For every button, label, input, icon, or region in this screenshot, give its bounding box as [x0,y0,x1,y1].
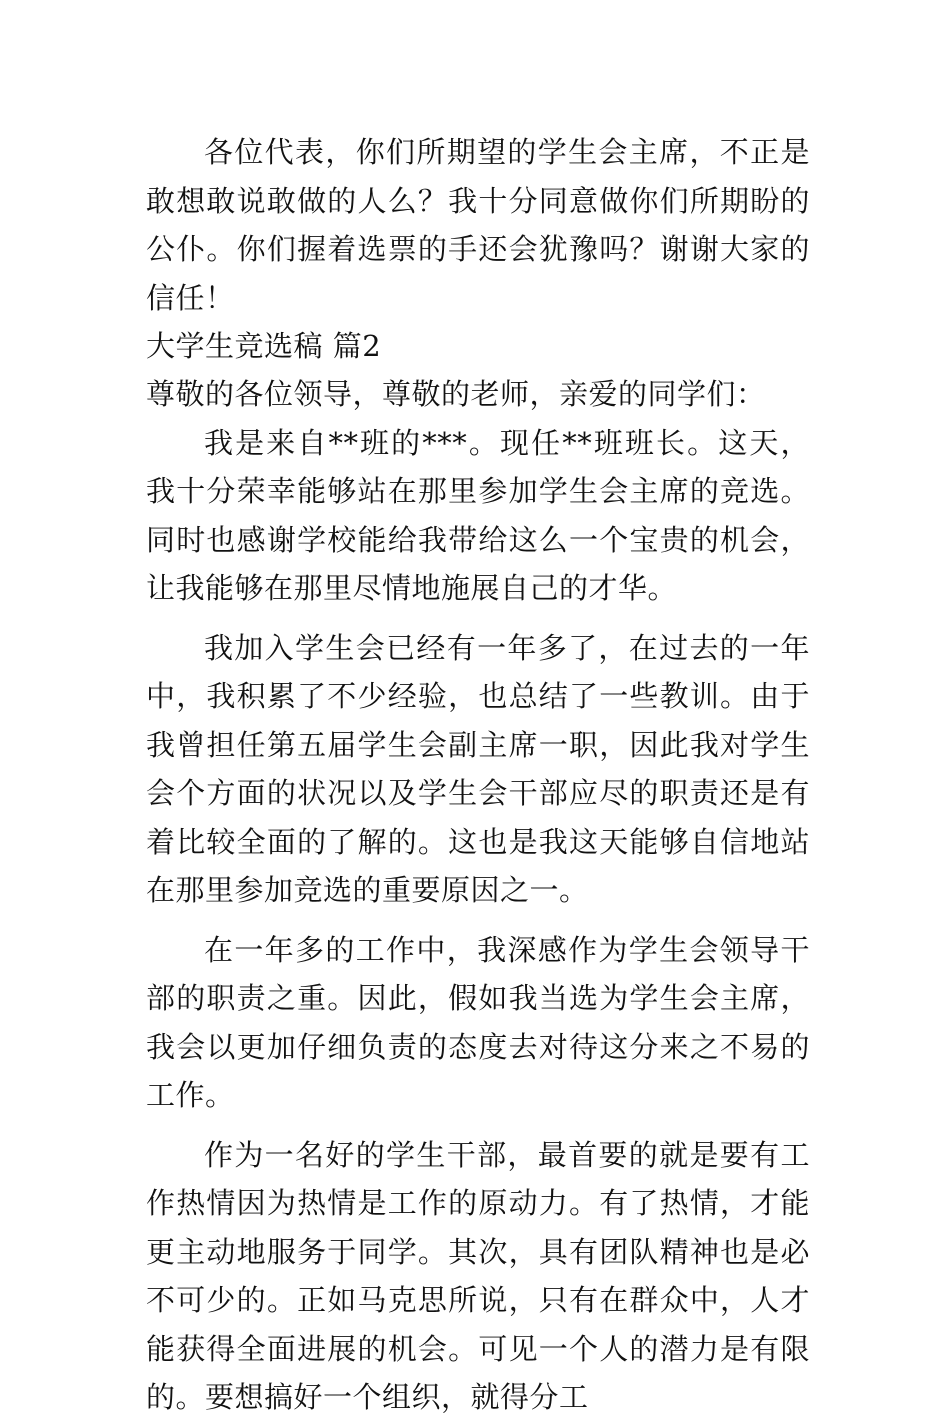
responsibility-paragraph: 在一年多的工作中，我深感作为学生会领导干部的职责之重。因此，假如我当选为学生会主席，我会以更加仔细负责的态度去对待这分来之不易的工作。 [146,932,810,1112]
salutation: 尊敬的各位领导，尊敬的老师，亲爱的同学们： [146,377,766,411]
experience-paragraph: 我加入学生会已经有一年多了，在过去的一年中，我积累了不少经验，也总结了一些教训。由于我曾担任第五届学生会副主席一职，因此我对学生会个方面的状况以及学生会干部应尽的职责还是有着比较全面的了解的。这也是我这天能够自信地站在那里参加竞选的重要原因之一。 [146,630,810,907]
closing-paragraph: 各位代表，你们所期望的学生会主席，不正是敢想敢说敢做的人么？我十分同意做你们所期盼的公仆。你们握着选票的手还会犹豫吗？谢谢大家的信任！ [146,135,810,315]
intro-paragraph: 我是来自**班的***。现任**班班长。这天，我十分荣幸能够站在那里参加学生会主席的竞选。同时也感谢学校能给我带给这么一个宝贵的机会，让我能够在那里尽情地施展自己的才华。 [146,425,810,605]
document-page [146,128,810,1422]
section-heading: 大学生竞选稿 篇2 [146,329,382,363]
qualities-paragraph: 作为一名好的学生干部，最首要的就是要有工作热情因为热情是工作的原动力。有了热情，才能更主动地服务于同学。其次，具有团队精神也是必不可少的。正如马克思所说，只有在群众中，人才能获得全面进展的机会。可见一个人的潜力是有限的。要想搞好一个组织，就得分工 [146,1137,810,1414]
